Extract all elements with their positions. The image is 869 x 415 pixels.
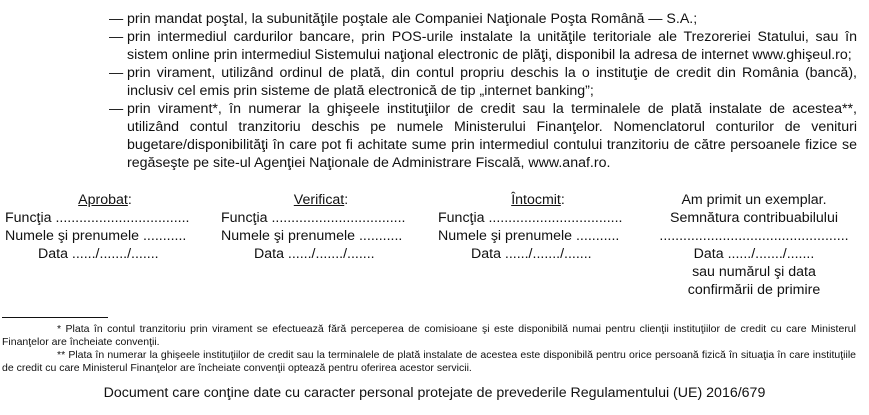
payment-methods-list — [109, 10, 857, 172]
taxpayer-signature-label: Semnătura contribuabilului — [670, 210, 838, 226]
nume-field: Numele şi prenumele ........... — [5, 228, 187, 244]
functia-field: Funcţia .................................. — [221, 210, 406, 226]
functia-field: Funcţia .................................. — [438, 210, 623, 226]
nume-field: Numele şi prenumele ........... — [438, 228, 620, 244]
footnote-divider — [2, 317, 108, 318]
nume-field: Numele şi prenumele ........... — [221, 228, 403, 244]
functia-field: Funcţia .................................. — [5, 210, 190, 226]
footnote-2: ** Plata în numerar la ghişeele instituţiilor de credit sau la terminalele de plată instalate de acestea este disponibilă pentru orice persoană fizică în situaţia în care instituţiile de credit cu care Ministerul Finanţelor are încheiate convenţii optează pentru oferirea acestor servicii. — [2, 349, 856, 374]
data-field: Data ....../......./....... — [254, 246, 375, 262]
footnote-1: * Plata în contul tranzitoriu prin virament se efectuează fără perceperea de comisioane şi este disponibilă numai pentru clienţii instituţiilor de credit cu care Ministerul Finanţelor are încheiate convenţii. — [2, 323, 856, 348]
bullet-dash: — — [109, 65, 124, 81]
heading-label: Verificat — [293, 192, 345, 208]
heading-colon: : — [127, 192, 132, 208]
data-field: Data ....../......./....... — [38, 246, 159, 262]
bullet-dash: — — [109, 29, 124, 45]
list-item — [109, 100, 857, 172]
list-item — [109, 28, 857, 64]
bullet-text: prin virament, utilizând ordinul de plată, din contul propriu deschis la o instituţie de credit din România (bancă), inclusiv cel emis prin sisteme de plată electronică de tip „internet banking”; — [127, 65, 857, 99]
heading-colon: : — [344, 192, 349, 208]
signature-heading — [438, 191, 638, 209]
data-field: Data ....../......./....... — [471, 246, 592, 262]
footnotes — [2, 323, 856, 375]
heading-label: Întocmit — [511, 192, 561, 208]
data-field: Data ....../......./....... — [693, 246, 815, 262]
signature-heading — [221, 191, 421, 209]
bullet-dash: — — [109, 101, 124, 117]
signature-block-intocmit — [438, 191, 638, 263]
alt-text-line1: sau numărul şi data — [692, 264, 816, 280]
heading-label: Aprobat — [78, 192, 128, 208]
list-item — [109, 64, 857, 100]
bullet-text: prin mandat poştal, la subunităţile poştale ale Companiei Naţionale Poşta Română — S.A.; — [127, 11, 698, 27]
signature-line: ................................................ — [659, 228, 849, 244]
bullet-text: prin intermediul cardurilor bancare, prin POS-urile instalate la unităţile teritoriale ale Trezoreriei Statului, sau în sistem online prin intermediul Sistemului naţional electronic de plăţi, disponibil la adresa de internet www.ghişeul.ro; — [127, 29, 857, 63]
signature-block-aprobat — [5, 191, 205, 263]
signature-block-verificat — [221, 191, 421, 263]
heading-colon: : — [560, 192, 565, 208]
received-copy-text: Am primit un exemplar. — [681, 192, 827, 208]
list-item — [109, 10, 857, 28]
signature-block-contribuabil — [654, 191, 854, 299]
alt-text-line2: confirmării de primire — [687, 282, 821, 298]
bullet-dash: — — [109, 11, 124, 27]
signature-heading — [5, 191, 205, 209]
bullet-text: prin virament*, în numerar la ghişeele instituţiilor de credit sau la terminalele de plată instalate de acestea**, utilizând contul tranzitoriu deschis pe numele Ministerului Finanţelor. Nomenclatorul conturilor de venituri bugetare/disponibilităţi în care pot fi achitate sume prin intermediul contului tranzitoriu de către persoanele fizice se regăseşte pe site-ul Agenţiei Naţionale de Administrare Fiscală, www.anaf.ro. — [127, 101, 857, 171]
gdpr-notice: Document care conţine date cu caracter personal protejate de prevederile Regulamentului (UE) 2016/679 — [103, 385, 766, 401]
